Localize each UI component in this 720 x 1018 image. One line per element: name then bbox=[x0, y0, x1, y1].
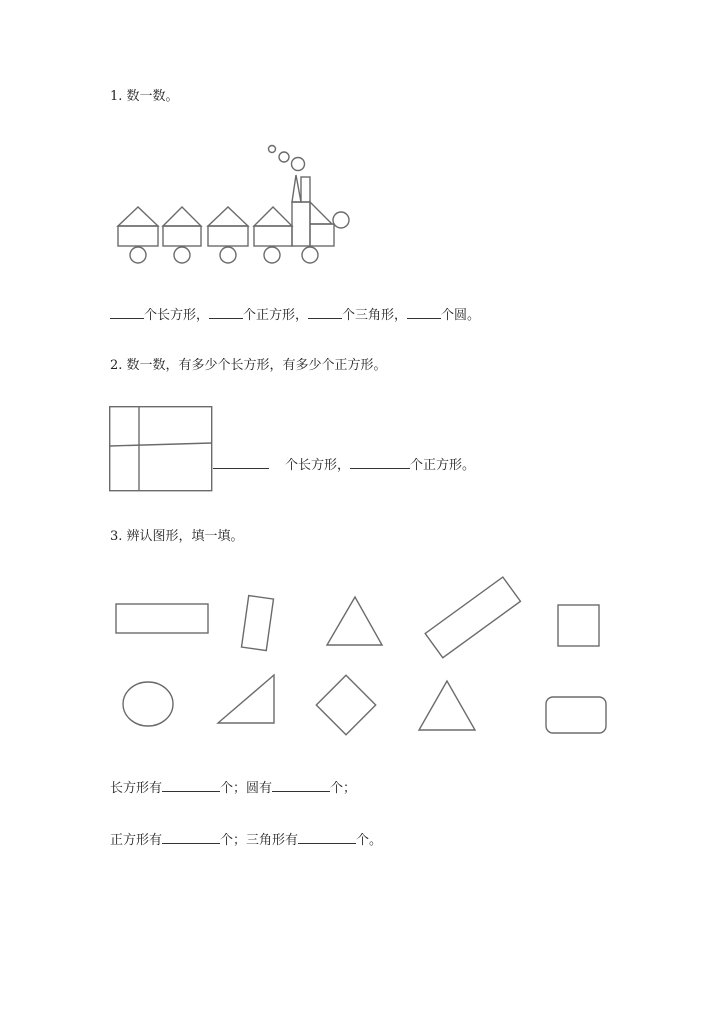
answer-blank[interactable] bbox=[162, 831, 220, 844]
smoke-circle bbox=[292, 158, 305, 171]
answer-blank[interactable] bbox=[350, 456, 410, 469]
smoke-circle bbox=[269, 146, 276, 153]
q3-answer-row-1 bbox=[110, 779, 356, 798]
answer-label: 个三角形， bbox=[342, 308, 408, 323]
grid-figure bbox=[109, 406, 213, 492]
carriage-1 bbox=[118, 207, 158, 263]
train-figure bbox=[110, 140, 360, 270]
answer-label: 个长方形， bbox=[285, 458, 351, 473]
answer-blank[interactable] bbox=[407, 306, 441, 319]
q2-answer-row bbox=[213, 456, 475, 475]
answer-blank[interactable] bbox=[272, 779, 330, 792]
answer-label: 个； bbox=[330, 781, 357, 796]
q3-answer-row-2 bbox=[110, 831, 382, 850]
circle bbox=[123, 682, 173, 726]
diamond-square bbox=[316, 675, 375, 734]
answer-blank[interactable] bbox=[110, 306, 144, 319]
locomotive bbox=[292, 175, 349, 263]
answer-label: 正方形有 bbox=[110, 833, 163, 848]
answer-blank[interactable] bbox=[298, 831, 356, 844]
diagonal-rectangle bbox=[425, 577, 520, 658]
q3-title: 3. 辨认图形，填一填。 bbox=[110, 529, 244, 544]
answer-blank[interactable] bbox=[308, 306, 342, 319]
answer-label: 个。 bbox=[356, 833, 383, 848]
smoke-circle bbox=[279, 152, 289, 162]
q2-title: 2. 数一数，有多少个长方形，有多少个正方形。 bbox=[110, 358, 387, 373]
rounded-rectangle bbox=[546, 697, 606, 733]
answer-label: 长方形有 bbox=[110, 781, 163, 796]
q1-answer-row bbox=[110, 306, 480, 325]
answer-blank[interactable] bbox=[162, 779, 220, 792]
shapes-figure bbox=[110, 570, 610, 745]
answer-label: 个正方形。 bbox=[410, 458, 476, 473]
q1-title: 1. 数一数。 bbox=[110, 89, 179, 104]
answer-label: 个；圆有 bbox=[220, 781, 273, 796]
carriage-4 bbox=[254, 207, 292, 263]
answer-blank[interactable] bbox=[213, 456, 269, 469]
answer-label: 个；三角形有 bbox=[220, 833, 299, 848]
answer-label: 个正方形， bbox=[243, 308, 309, 323]
triangle bbox=[419, 681, 475, 730]
carriage-3 bbox=[208, 207, 248, 263]
answer-label: 个圆。 bbox=[441, 308, 481, 323]
answer-blank[interactable] bbox=[209, 306, 243, 319]
answer-label: 个长方形， bbox=[144, 308, 210, 323]
tilted-rectangle bbox=[241, 596, 273, 651]
right-triangle bbox=[218, 675, 274, 723]
carriage-2 bbox=[163, 207, 201, 263]
triangle bbox=[327, 597, 382, 645]
square bbox=[558, 605, 599, 646]
long-rectangle bbox=[116, 604, 208, 633]
